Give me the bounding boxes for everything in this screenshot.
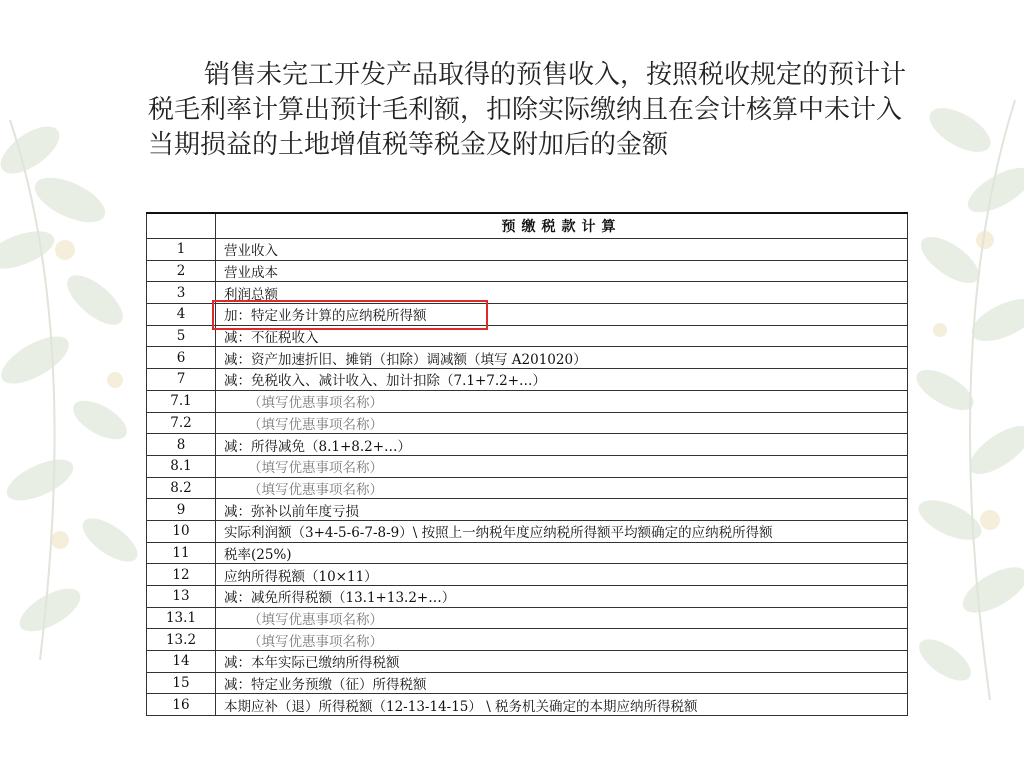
highlight-box-row-4 xyxy=(212,300,488,330)
row-label: （填写优惠事项名称） xyxy=(216,390,908,412)
table-row xyxy=(147,586,908,608)
table-row xyxy=(147,412,908,434)
row-number: 5 xyxy=(147,325,216,347)
row-label: 减：免税收入、减计收入、加计扣除（7.1+7.2+…） xyxy=(216,369,908,391)
row-number: 3 xyxy=(147,282,216,304)
row-number: 15 xyxy=(147,672,216,694)
row-number: 4 xyxy=(147,304,216,326)
row-label: 本期应补（退）所得税额（12-13-14-15） \ 税务机关确定的本期应纳所得税额 xyxy=(216,694,908,716)
row-label: （填写优惠事项名称） xyxy=(216,412,908,434)
row-number: 8.1 xyxy=(147,455,216,477)
row-label: 税率(25%) xyxy=(216,542,908,564)
table-row xyxy=(147,369,908,391)
row-label: （填写优惠事项名称） xyxy=(216,477,908,499)
row-label: 实际利润额（3+4-5-6-7-8-9）\ 按照上一纳税年度应纳税所得额平均额确定的应纳税所得额 xyxy=(216,520,908,542)
row-label: 减：本年实际已缴纳所得税额 xyxy=(216,651,908,673)
row-number: 7.2 xyxy=(147,412,216,434)
row-number: 2 xyxy=(147,260,216,282)
row-label: 减：弥补以前年度亏损 xyxy=(216,499,908,521)
row-label: 利润总额 xyxy=(216,282,908,304)
table-header-row xyxy=(147,213,908,239)
table-row xyxy=(147,239,908,261)
table-row xyxy=(147,477,908,499)
row-number: 13 xyxy=(147,586,216,608)
table-row xyxy=(147,499,908,521)
row-number: 13.1 xyxy=(147,607,216,629)
tax-prepayment-table xyxy=(146,212,908,724)
heading-text: 销售未完工开发产品取得的预售收入，按照税收规定的预计计税毛利率计算出预计毛利额，扣除实际缴纳且在会计核算中未计入当期损益的土地增值税等税金及附加后的金额 xyxy=(148,60,907,160)
row-label: （填写优惠事项名称） xyxy=(216,629,908,651)
row-number: 7 xyxy=(147,369,216,391)
table-row xyxy=(147,542,908,564)
table-row xyxy=(147,520,908,542)
table-row xyxy=(147,672,908,694)
row-label: 减：不征税收入 xyxy=(216,325,908,347)
table-row xyxy=(147,564,908,586)
row-label: 营业成本 xyxy=(216,260,908,282)
header-number-cell xyxy=(147,213,216,239)
row-number: 12 xyxy=(147,564,216,586)
table-row xyxy=(147,607,908,629)
row-number: 13.2 xyxy=(147,629,216,651)
row-label: 减：资产加速折旧、摊销（扣除）调减额（填写 A201020） xyxy=(216,347,908,369)
row-number: 7.1 xyxy=(147,390,216,412)
row-number: 9 xyxy=(147,499,216,521)
row-number: 8.2 xyxy=(147,477,216,499)
row-number: 16 xyxy=(147,694,216,716)
table-row xyxy=(147,434,908,456)
row-number: 11 xyxy=(147,542,216,564)
table-row xyxy=(147,694,908,716)
row-label: 减：减免所得税额（13.1+13.2+…） xyxy=(216,586,908,608)
table-row xyxy=(147,390,908,412)
table-row xyxy=(147,347,908,369)
page-heading xyxy=(148,58,908,163)
row-number: 6 xyxy=(147,347,216,369)
table-header-title: 预缴税款计算 xyxy=(216,213,908,239)
row-number: 8 xyxy=(147,434,216,456)
row-number: 14 xyxy=(147,651,216,673)
row-label: （填写优惠事项名称） xyxy=(216,607,908,629)
table-row xyxy=(147,455,908,477)
row-label: 减：特定业务预缴（征）所得税额 xyxy=(216,672,908,694)
row-label: （填写优惠事项名称） xyxy=(216,455,908,477)
table-row xyxy=(147,260,908,282)
row-number: 10 xyxy=(147,520,216,542)
table-row xyxy=(147,651,908,673)
row-number: 1 xyxy=(147,239,216,261)
row-label: 应纳所得税额（10×11） xyxy=(216,564,908,586)
row-label: 减：所得减免（8.1+8.2+…） xyxy=(216,434,908,456)
row-label: 加：特定业务计算的应纳税所得额 xyxy=(216,304,908,326)
row-label: 营业收入 xyxy=(216,239,908,261)
table-row xyxy=(147,629,908,651)
